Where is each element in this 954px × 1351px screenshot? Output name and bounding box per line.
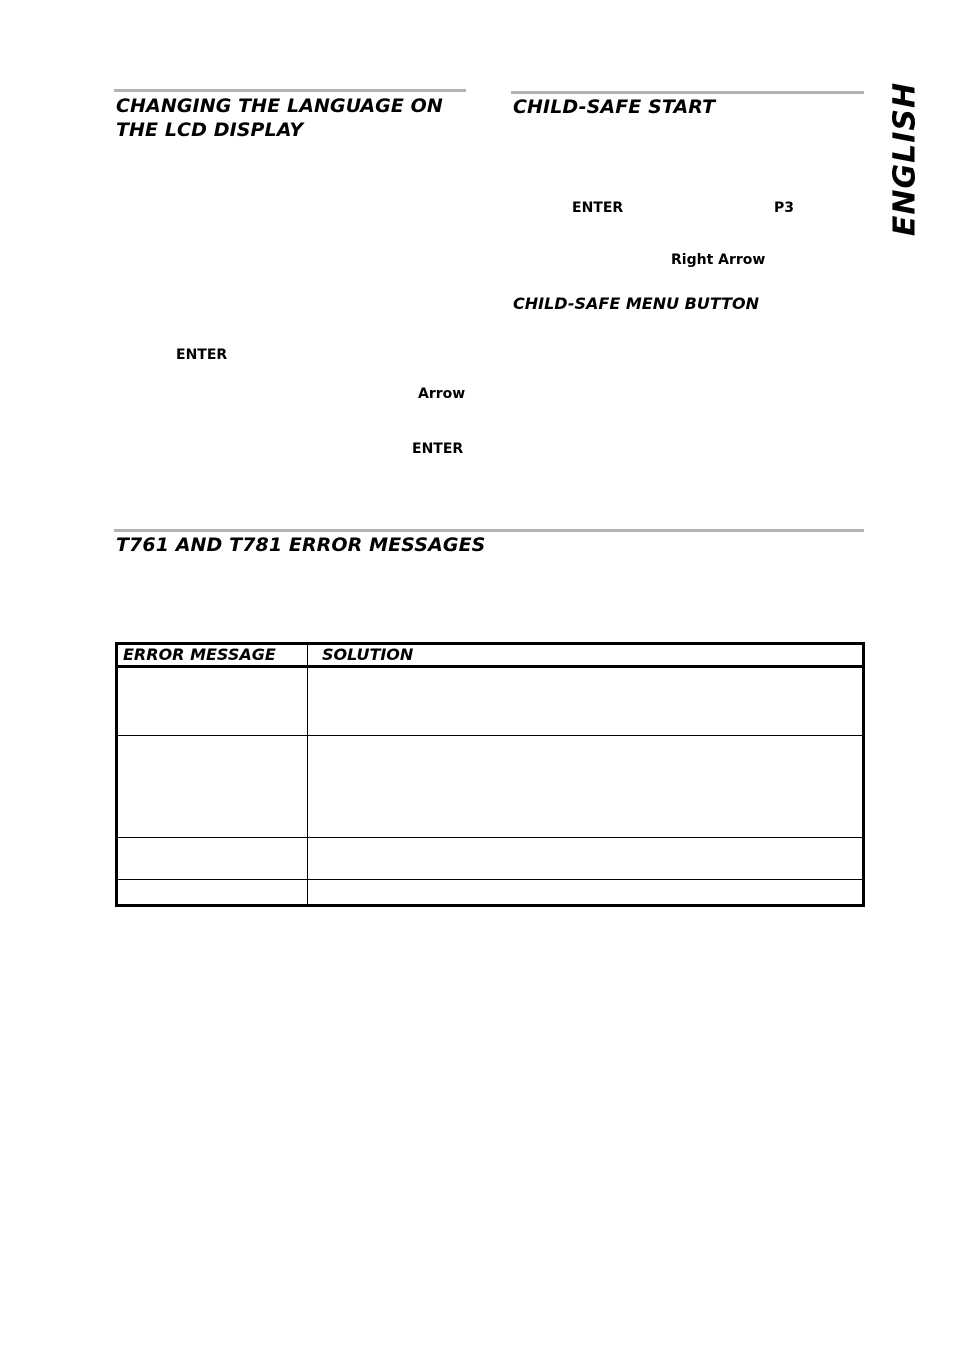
language-heading: [116, 94, 443, 142]
table-row: [117, 667, 864, 736]
language-heading-line2: THE LCD DISPLAY: [116, 119, 304, 141]
table-row: [117, 880, 864, 906]
error-message-cell: [117, 880, 308, 906]
left-section-rule: [114, 89, 466, 92]
right-arrow-keyword: Right Arrow: [671, 252, 766, 268]
error-messages-table: [115, 642, 865, 907]
error-message-cell: [117, 736, 308, 838]
right-p3-keyword: P3: [774, 200, 795, 216]
table-row: [117, 736, 864, 838]
errors-section-rule: [114, 529, 864, 532]
left-enter-keyword-2: ENTER: [412, 441, 464, 457]
solution-cell: [308, 736, 864, 838]
child-safe-heading: CHILD-SAFE START: [513, 96, 716, 118]
language-side-tab: [880, 81, 930, 237]
child-safe-menu-subheading: CHILD-SAFE MENU BUTTON: [513, 294, 760, 313]
error-message-cell: [117, 667, 308, 736]
header-solution: SOLUTION: [308, 644, 864, 667]
right-section-rule: [511, 91, 864, 94]
solution-cell: [308, 667, 864, 736]
left-enter-keyword-1: ENTER: [176, 347, 228, 363]
table-row: [117, 838, 864, 880]
right-enter-keyword: ENTER: [572, 200, 624, 216]
solution-cell: [308, 838, 864, 880]
solution-cell: [308, 880, 864, 906]
language-heading-line1: CHANGING THE LANGUAGE ON: [116, 95, 443, 117]
error-message-cell: [117, 838, 308, 880]
header-error-message: ERROR MESSAGE: [117, 644, 308, 667]
side-tab-label: ENGLISH: [887, 81, 923, 237]
errors-heading: T761 AND T781 ERROR MESSAGES: [116, 534, 486, 556]
left-arrow-keyword: Arrow: [418, 386, 466, 402]
table-header-row: [117, 644, 864, 667]
